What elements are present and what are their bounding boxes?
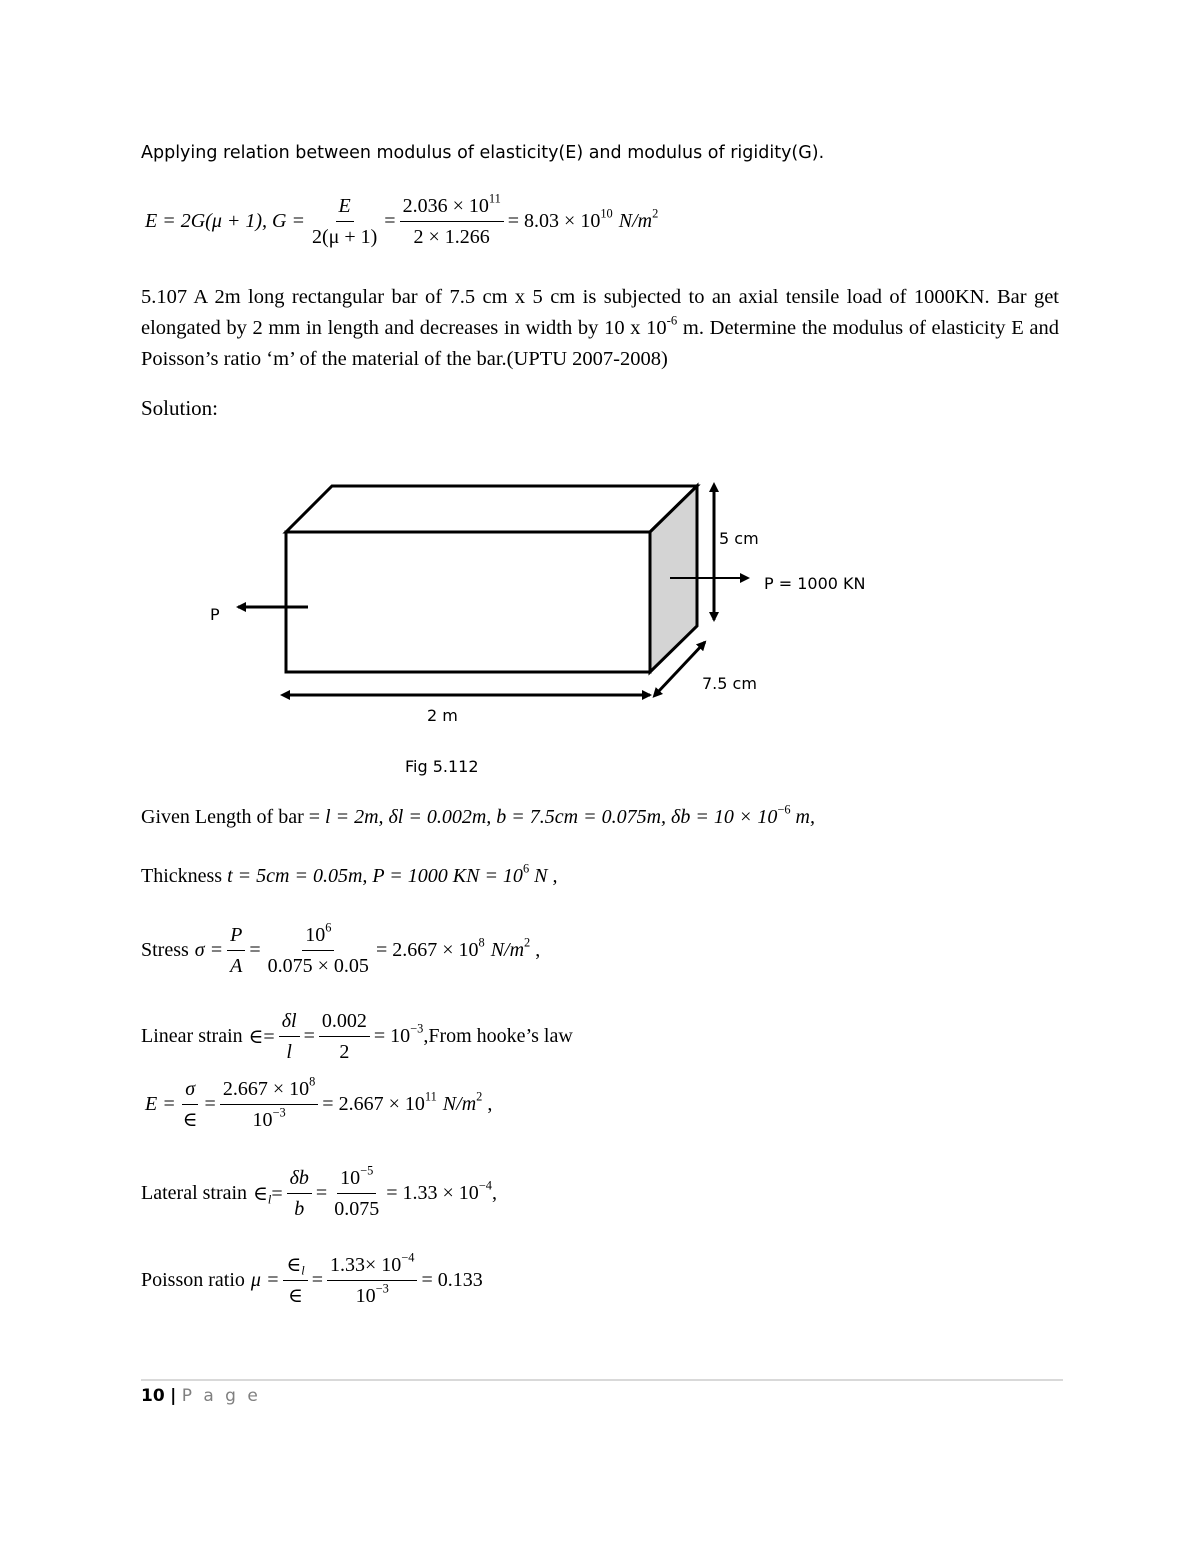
modulus-equation: E = $\frac{\sigma}{\in}$ = $\frac{2.667 \times 10^8}{10^{-3}}$ = $2.667 \times 10^{11}$ $N/m^2$ , <box>145 1074 493 1131</box>
page-number: 10 <box>141 1386 165 1406</box>
page-footer <box>141 1386 261 1406</box>
eq-g-lhs: E = 2G(μ + 1), G = <box>145 210 305 232</box>
figure-caption: Fig 5.112 <box>405 757 479 776</box>
bar-top-face <box>286 486 697 532</box>
stress-equation: Stress σ = $\frac{P}{A}$ = $\frac{10^6}{0.075 \times 0.05}$ = $2.667 \times 10^8$ $N/m^2$ , <box>141 920 541 977</box>
eq-g-f1-num: E <box>336 193 354 222</box>
lateral-fraction-2: $\frac{10^{-5}}{0.075}$ <box>334 1163 380 1220</box>
page-word: P a g e <box>181 1386 261 1406</box>
intro-line: Applying relation between modulus of elasticity(E) and modulus of rigidity(G). <box>141 143 825 163</box>
equation-rigidity <box>145 193 658 250</box>
footer-separator: | <box>170 1386 177 1406</box>
eq-g-fraction-2 <box>400 193 504 250</box>
linear-fraction-2: $\frac{0.002}{2}$ <box>319 1008 370 1065</box>
bar-front-face <box>286 532 650 672</box>
footer-rule <box>141 1379 1063 1381</box>
label-75cm: 7.5 cm <box>702 674 757 693</box>
eq-g-fraction-1 <box>309 193 380 250</box>
thickness-line: Thickness t = 5cm = 0.05m, P = 1000 KN = $10^6$ N , <box>141 861 558 887</box>
poisson-fraction-2: $\frac{1.33\times 10^{-4}}{10^{-3}}$ <box>327 1252 417 1309</box>
linear-fraction-1: $\frac{\delta l}{l}$ <box>279 1008 300 1065</box>
solution-label: Solution: <box>141 396 219 420</box>
stress-symbol: σ = <box>194 939 224 961</box>
given-line: Given Length of bar = l = 2m, δl = 0.002m, b = 7.5cm = 0.075m, $\delta b = 10 \times 10^{-6}$ m, <box>141 802 815 828</box>
poisson-fraction-1: $\frac{\in_l}{\in}$ <box>283 1252 307 1309</box>
lateral-strain-equation: Lateral strain $\in_l=$ $\frac{\delta b}{b}$ = $\frac{10^{-5}}{0.075}$ = $1.33 \times 10^{-4}$, <box>141 1163 497 1220</box>
bar-diagram <box>190 470 910 790</box>
eq-g-f2-num: $2.036 \times 10^{11}$ <box>400 193 504 222</box>
stress-fraction-2: $\frac{10^6}{0.075 \times 0.05}$ <box>267 920 369 977</box>
modulus-fraction-2: $\frac{2.667 \times 10^8}{10^{-3}}$ <box>220 1076 318 1133</box>
eq-g-rhs: = $8.03 \times 10^{10}$ $N/m^2$ <box>507 206 659 232</box>
eq-g-equals: = <box>384 210 396 232</box>
stress-rhs: = $2.667 \times 10^8$ $N/m^2$ , <box>375 935 541 961</box>
eq-g-f2-den: 2 × 1.266 <box>413 226 490 248</box>
modulus-fraction-1: $\frac{\sigma}{\in}$ <box>182 1078 198 1131</box>
label-2m: 2 m <box>427 706 458 725</box>
label-5cm: 5 cm <box>719 529 759 548</box>
problem-statement: 5.107 A 2m long rectangular bar of 7.5 cm x 5 cm is subjected to an axial tensile load of 1000KN. Bar get elongated by 2 mm in length and decreases in width by 10 x $10^{-6}$ m. Determine the modulus of elasticity E and Poisson’s ratio ‘m’ of the material of the bar.(UPTU 2007-2008) <box>141 286 1060 370</box>
stress-label: Stress <box>141 939 189 961</box>
eq-g-f1-den: 2(μ + 1) <box>311 226 378 248</box>
lateral-fraction-1: $\frac{\delta b}{b}$ <box>287 1165 312 1222</box>
label-p-right: P = 1000 KN <box>764 574 866 593</box>
poisson-ratio-equation: Poisson ratio μ = $\frac{\in_l}{\in}$ = $\frac{1.33\times 10^{-4}}{10^{-3}}$ = 0.133 <box>141 1250 483 1307</box>
stress-fraction-1: $\frac{P}{A}$ <box>227 922 245 979</box>
linear-strain-equation: Linear strain ∈= $\frac{\delta l}{l}$ = $\frac{0.002}{2}$ = $10^{-3},From$ hooke’s law <box>141 1010 573 1063</box>
label-p-left: P <box>210 605 220 624</box>
